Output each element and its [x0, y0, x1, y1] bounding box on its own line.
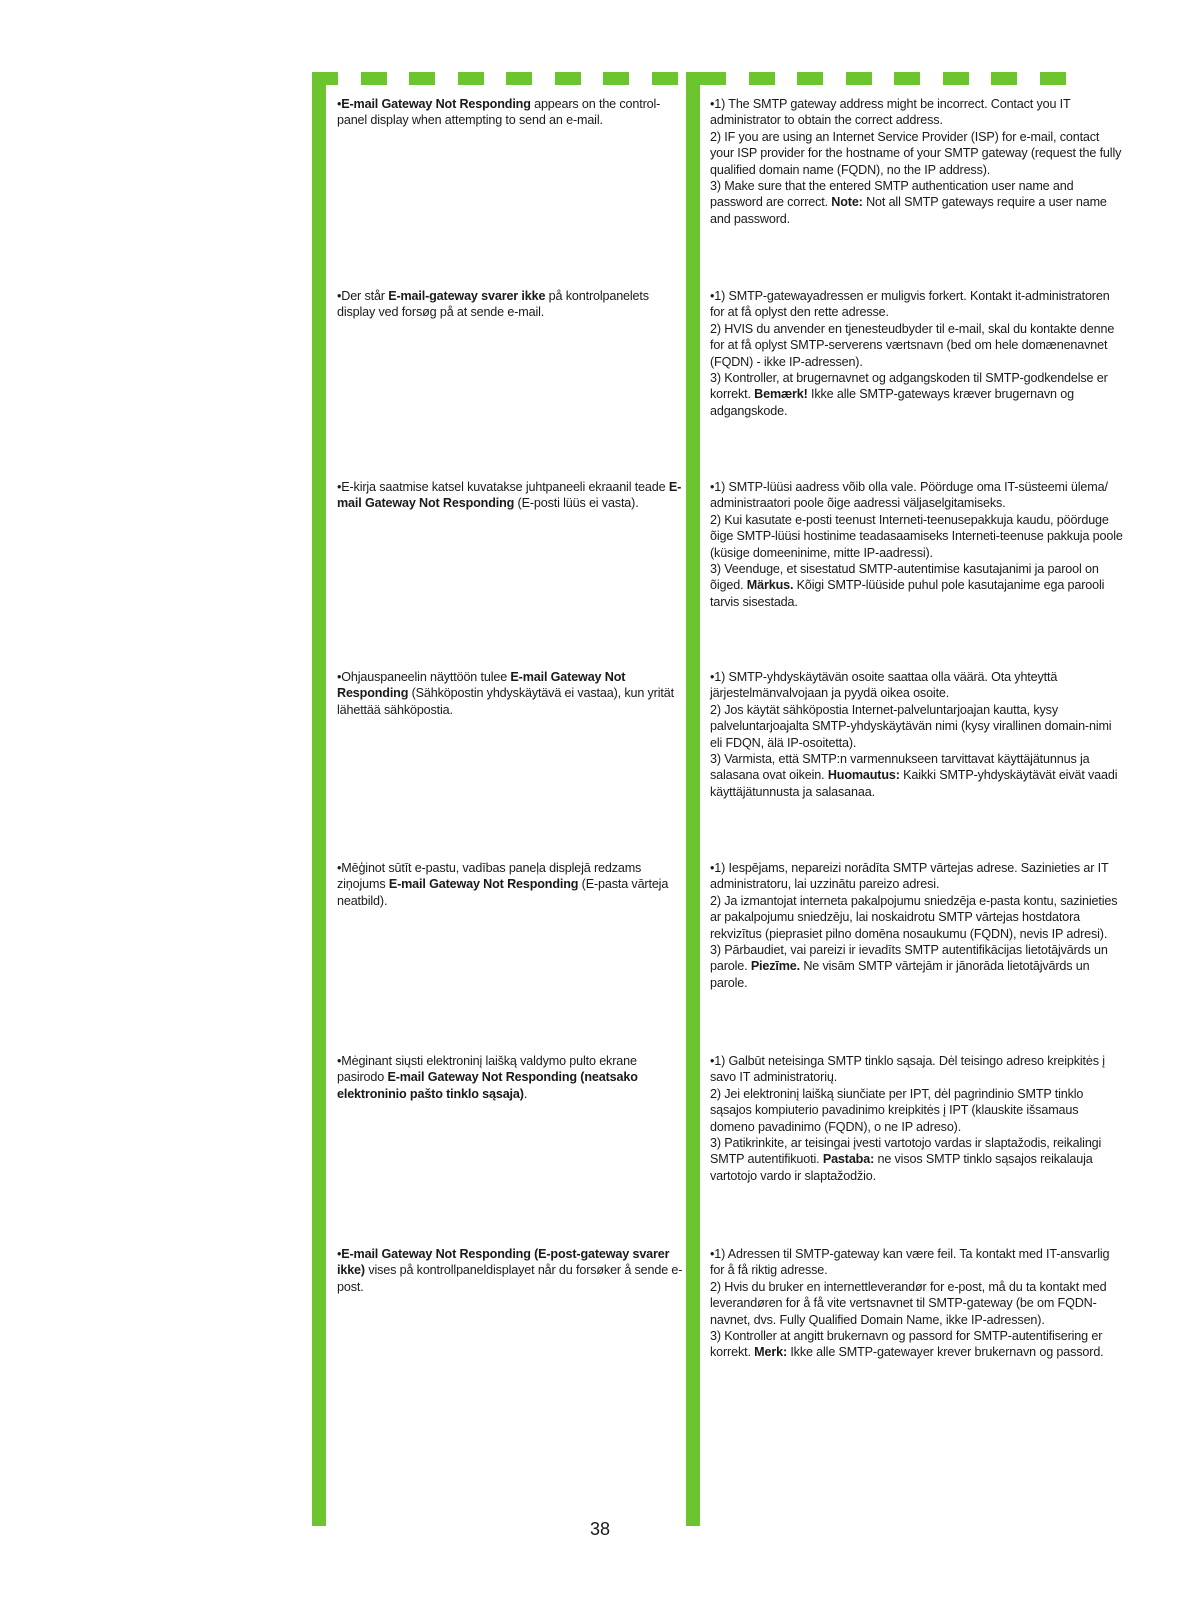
problem-text: •E-kirja saatmise katsel kuvatakse juhtpaneeli ekraanil teade E-mail Gateway Not Responding (E-posti lüüs ei vasta).	[337, 480, 682, 511]
header-dash	[555, 72, 581, 85]
solution-cell	[710, 288, 1126, 419]
left-green-rule	[312, 72, 326, 1526]
problem-text: •E-mail Gateway Not Responding appears on the control-panel display when attempting to send an e-mail.	[337, 97, 661, 128]
problem-text: •Mėginant siųsti elektroninį laišką valdymo pulto ekrane pasirodo E-mail Gateway Not Responding (neatsako elektroninio pašto tinklo sąsaja).	[337, 1054, 638, 1101]
problem-text: •E-mail Gateway Not Responding (E-post-gateway svarer ikke) vises på kontrollpaneldisplayet når du forsøker å sende e-post.	[337, 1247, 683, 1294]
solution-step-3: 3) Kontroller at angitt brukernavn og passord for SMTP-autentifisering er korrekt. Merk: Ikke alle SMTP-gatewayer krever brukernavn og passord.	[710, 1329, 1104, 1360]
header-dash	[506, 72, 532, 85]
solution-step-1: •1) Iespējams, nepareizi norādīta SMTP vārtejas adrese. Sazinieties ar IT administratoru, lai uzzinātu pareizo adresi.	[710, 861, 1109, 892]
error-message: E-mail Gateway Not Responding	[337, 480, 682, 511]
solution-cell	[710, 1053, 1126, 1184]
problem-cell	[337, 669, 687, 718]
error-message: E-mail Gateway Not Responding	[388, 877, 579, 892]
solution-step-3: 3) Veenduge, et sisestatud SMTP-autentimise kasutajanimi ja parool on õiged. Märkus. Kõigi SMTP-lüüside puhul pole kasutajanime ega parooli tarvis sisestada.	[710, 562, 1105, 609]
note-label: Piezīme.	[750, 959, 801, 974]
problem-text: •Der står E-mail-gateway svarer ikke på kontrolpanelets display ved forsøg på at sende e-mail.	[337, 289, 649, 320]
note-label: Bemærk!	[754, 387, 808, 402]
solution-step-2: 2) Jos käytät sähköpostia Internet-palveluntarjoajan kautta, kysy palveluntarjoajalta SMTP-yhdyskäytävän nimi (kysy virallinen domain-nimi eli FDQN, älä IP-osoitetta).	[710, 702, 1112, 750]
solution-cell	[710, 479, 1126, 610]
solution-step-2: 2) HVIS du anvender en tjenesteudbyder til e-mail, skal du kontakte denne for at få oplyst SMTP-serverens værtsnavn (bed om hele domænenavnet (FQDN) - ikke IP-adressen).	[710, 321, 1115, 369]
problem-cell	[337, 288, 687, 321]
header-dash	[846, 72, 872, 85]
solution-step-3: 3) Varmista, että SMTP:n varmennukseen tarvittavat käyttäjätunnus ja salasana ovat oikein. Huomautus: Kaikki SMTP-yhdyskäytävät eivät vaadi käyttäjätunnusta ja salasanaa.	[710, 752, 1118, 799]
green-dashed-header-bar	[312, 72, 1112, 85]
header-dash	[361, 72, 387, 85]
header-dash	[894, 72, 920, 85]
note-label: Note:	[831, 195, 863, 210]
note-label: Huomautus:	[827, 768, 900, 783]
header-dash	[1040, 72, 1066, 85]
error-message: E-mail Gateway Not Responding	[341, 97, 531, 111]
header-dash	[991, 72, 1017, 85]
solution-cell	[710, 669, 1126, 800]
error-message: E-mail Gateway Not Responding	[337, 670, 626, 701]
header-dash	[652, 72, 678, 85]
header-dash	[409, 72, 435, 85]
page-number: 38	[589, 1519, 611, 1539]
solution-step-3: 3) Pārbaudiet, vai pareizi ir ievadīts SMTP autentifikācijas lietotājvārds un parole. Piezīme. Ne visām SMTP vārtejām ir jānorāda lietotājvārds un parole.	[710, 943, 1108, 990]
problem-text: •Ohjauspaneelin näyttöön tulee E-mail Gateway Not Responding (Sähköpostin yhdyskäytävä ei vastaa), kun yrität lähettää sähköpostia.	[337, 670, 674, 717]
problem-text: •Mēģinot sūtīt e-pastu, vadības paneļa displejā redzams ziņojums E-mail Gateway Not Responding (E-pasta vārteja neatbild).	[337, 861, 669, 908]
problem-cell	[337, 1246, 687, 1295]
header-dash	[603, 72, 629, 85]
problem-cell	[337, 860, 687, 909]
header-dash	[458, 72, 484, 85]
solution-step-3: 3) Patikrinkite, ar teisingai įvesti vartotojo vardas ir slaptažodis, reikalingi SMTP autentifikuoti. Pastaba: ne visos SMTP tinklo sąsajos reikalauja vartotojo vardo ir slaptažodžio.	[710, 1136, 1102, 1183]
solution-step-3: 3) Kontroller, at brugernavnet og adgangskoden til SMTP-godkendelse er korrekt. Bemærk! Ikke alle SMTP-gateways kræver brugernavn og adgangskode.	[710, 371, 1108, 418]
solution-step-1: •1) Adressen til SMTP-gateway kan være feil. Ta kontakt med IT-ansvarlig for å få riktig adresse.	[710, 1247, 1110, 1278]
note-label: Märkus.	[746, 578, 794, 593]
error-message: E-mail-gateway svarer ikke	[388, 289, 546, 303]
solution-step-2: 2) IF you are using an Internet Service Provider (ISP) for e-mail, contact your ISP provider for the hostname of your SMTP gateway (request the fully qualified domain name (FQDN), no the IP address).	[710, 129, 1122, 177]
error-message: E-mail Gateway Not Responding (E-post-gateway svarer ikke)	[337, 1247, 670, 1278]
solution-step-1: •1) The SMTP gateway address might be incorrect. Contact you IT administrator to obtain the correct address.	[710, 97, 1071, 128]
solution-step-2: 2) Hvis du bruker en internettleverandør for e-post, må du ta kontakt med leverandøren for å få vite vertsnavnet til SMTP-gateway (be om FQDN-navnet, dvs. Fully Qualified Domain Name, ikke IP-adressen).	[710, 1279, 1107, 1327]
solution-step-1: •1) SMTP-lüüsi aadress võib olla vale. Pöörduge oma IT-süsteemi ülema/ administraatori poole õige aadressi väljaselgitamiseks.	[710, 480, 1108, 511]
solution-step-2: 2) Kui kasutate e-posti teenust Interneti-teenusepakkuja kaudu, pöörduge õige SMTP-lüüsi hostinime teadasaamiseks Interneti-teenuse pakkuja poole (küsige domeeninime, mitte IP-aadressi).	[710, 512, 1123, 560]
solution-step-1: •1) SMTP-gatewayadressen er muligvis forkert. Kontakt it-administratoren for at få oplyst den rette adresse.	[710, 289, 1110, 320]
header-dash	[943, 72, 969, 85]
header-dash	[797, 72, 823, 85]
solution-step-1: •1) SMTP-yhdyskäytävän osoite saattaa olla väärä. Ota yhteyttä järjestelmänvalvojaan ja pyydä oikea osoite.	[710, 670, 1058, 701]
header-dash	[700, 72, 726, 85]
note-label: Merk:	[754, 1345, 787, 1360]
error-message: E-mail Gateway Not Responding (neatsako elektroninio pašto tinklo sąsaja)	[337, 1070, 638, 1101]
solution-step-2: 2) Ja izmantojat interneta pakalpojumu sniedzēja e-pasta kontu, sazinieties ar pakalpojumu sniedzēju, lai noskaidrotu SMTP vārtejas hostdatora rekvizītus (pieprasiet pilno domēna nosaukumu (FQDN), nevis IP adresi).	[710, 893, 1118, 941]
note-label: Pastaba:	[822, 1152, 875, 1167]
header-dash	[749, 72, 775, 85]
solution-step-2: 2) Jei elektroninį laišką siunčiate per IPT, dėl pagrindinio SMTP tinklo sąsajos kompiuterio pavadinimo kreipkitės į IPT (klauskite išsamaus domeno pavadinimo (FQDN), o ne IP adreso).	[710, 1086, 1084, 1134]
problem-cell	[337, 96, 687, 129]
solution-step-3: 3) Make sure that the entered SMTP authentication user name and password are correct. Note: Not all SMTP gateways require a user name and password.	[710, 179, 1107, 226]
solution-step-1: •1) Galbūt neteisinga SMTP tinklo sąsaja. Dėl teisingo adreso kreipkitės į savo IT administratorių.	[710, 1054, 1105, 1085]
middle-green-rule	[686, 72, 700, 1526]
solution-cell	[710, 1246, 1126, 1361]
solution-cell	[710, 860, 1126, 991]
solution-cell	[710, 96, 1126, 227]
problem-cell	[337, 1053, 687, 1102]
problem-cell	[337, 479, 687, 512]
